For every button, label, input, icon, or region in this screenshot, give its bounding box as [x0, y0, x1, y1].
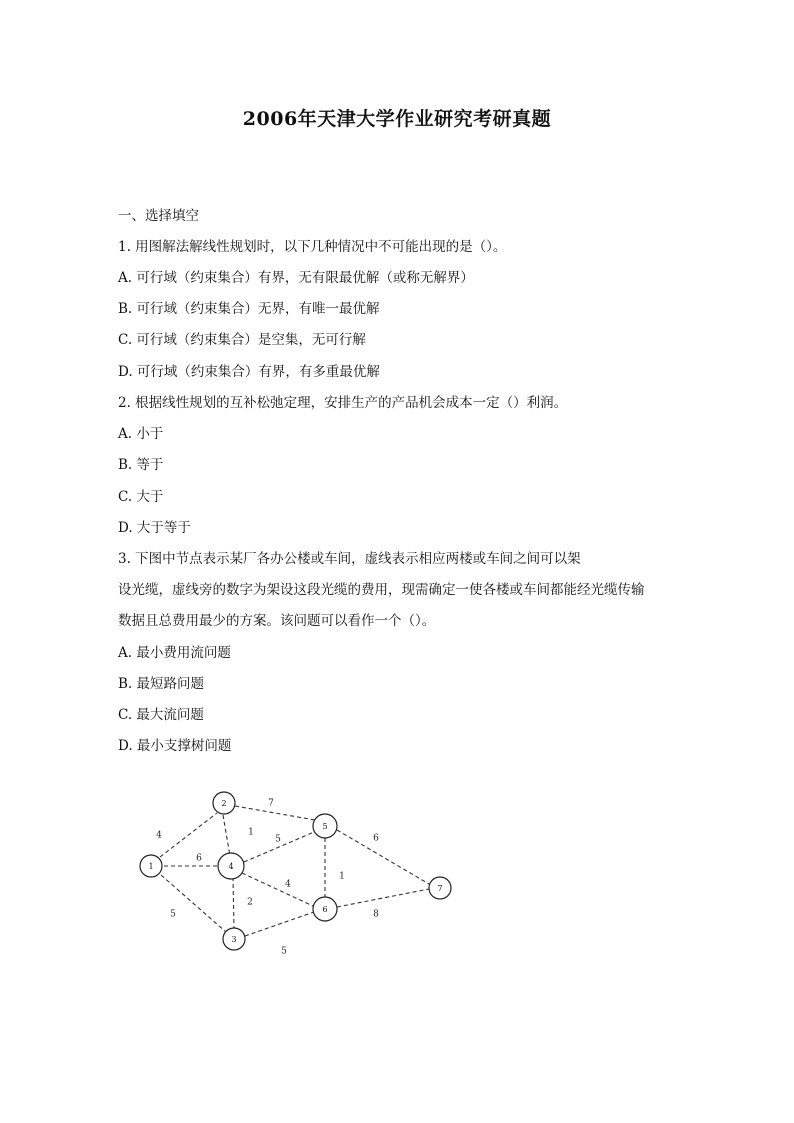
q3-option-d: D. 最小支撑树问题: [118, 738, 232, 754]
edge-3-6: [245, 912, 314, 936]
page-title: 2006年天津大学作业研究考研真题: [242, 108, 552, 130]
edge-2-5: [235, 806, 315, 820]
q1-option-d: D. 可行域（约束集合）有界，有多重最优解: [118, 364, 380, 380]
edge-label-1-2: 4: [156, 830, 162, 841]
edge-label-4-6: 4: [285, 879, 291, 890]
node-7-label: 7: [437, 884, 443, 893]
edge-label-1-3: 5: [170, 909, 176, 920]
edge-4-3: [233, 877, 234, 929]
edge-1-3: [161, 875, 226, 932]
q1-option-c: C. 可行域（约束集合）是空集，无可行解: [118, 332, 366, 348]
edge-5-7: [337, 830, 429, 884]
node-6-label: 6: [322, 905, 328, 914]
q2-option-a: A. 小于: [118, 426, 164, 442]
node-4-label: 4: [228, 862, 234, 871]
edge-label-4-5: 5: [275, 834, 281, 845]
edge-label-3-6: 5: [281, 946, 287, 957]
q2-option-c: C. 大于: [118, 489, 164, 505]
node-2-label: 2: [221, 799, 227, 808]
edge-label-5-7: 6: [373, 833, 379, 844]
question-1: 1. 用图解法解线性规划时，以下几种情况中不可能出现的是（）。: [118, 239, 507, 255]
q2-option-b: B. 等于: [118, 457, 164, 473]
q3-option-b: B. 最短路问题: [118, 676, 205, 692]
edge-label-4-3: 2: [247, 897, 253, 908]
question-3-line-1: 3. 下图中节点表示某厂各办公楼或车间，虚线表示相应两楼或车间之间可以架: [118, 551, 581, 567]
node-3-label: 3: [231, 935, 237, 944]
question-3-line-2: 设光缆，虚线旁的数字为架设这段光缆的费用，现需确定一使各楼或车间都能经光缆传输: [118, 582, 645, 598]
q3-option-a: A. 最小费用流问题: [118, 645, 231, 661]
question-3-line-3: 数据且总费用最少的方案。该问题可以看作一个（）。: [118, 613, 436, 629]
q1-option-a: A. 可行域（约束集合）有界，无有限最优解（或称无解界）: [118, 270, 474, 286]
node-5-label: 5: [322, 822, 328, 831]
edge-6-7: [337, 889, 429, 907]
edge-label-2-5: 7: [268, 798, 274, 809]
edge-label-2-4: 1: [248, 827, 254, 838]
edge-1-2: [160, 813, 217, 857]
q1-option-b: B. 可行域（约束集合）无界，有唯一最优解: [118, 301, 380, 317]
edge-label-6-7: 8: [373, 909, 379, 920]
edge-label-1-4: 6: [196, 853, 202, 864]
network-graph: [120, 780, 480, 970]
question-2: 2. 根据线性规划的互补松弛定理，安排生产的产品机会成本一定（）利润。: [118, 395, 568, 411]
edge-2-4: [223, 815, 230, 856]
q3-option-c: C. 最大流问题: [118, 707, 204, 723]
node-1-label: 1: [148, 862, 154, 871]
section-heading: 一、选择填空: [118, 208, 199, 224]
edge-label-5-6: 1: [339, 871, 345, 882]
q2-option-d: D. 大于等于: [118, 520, 191, 536]
